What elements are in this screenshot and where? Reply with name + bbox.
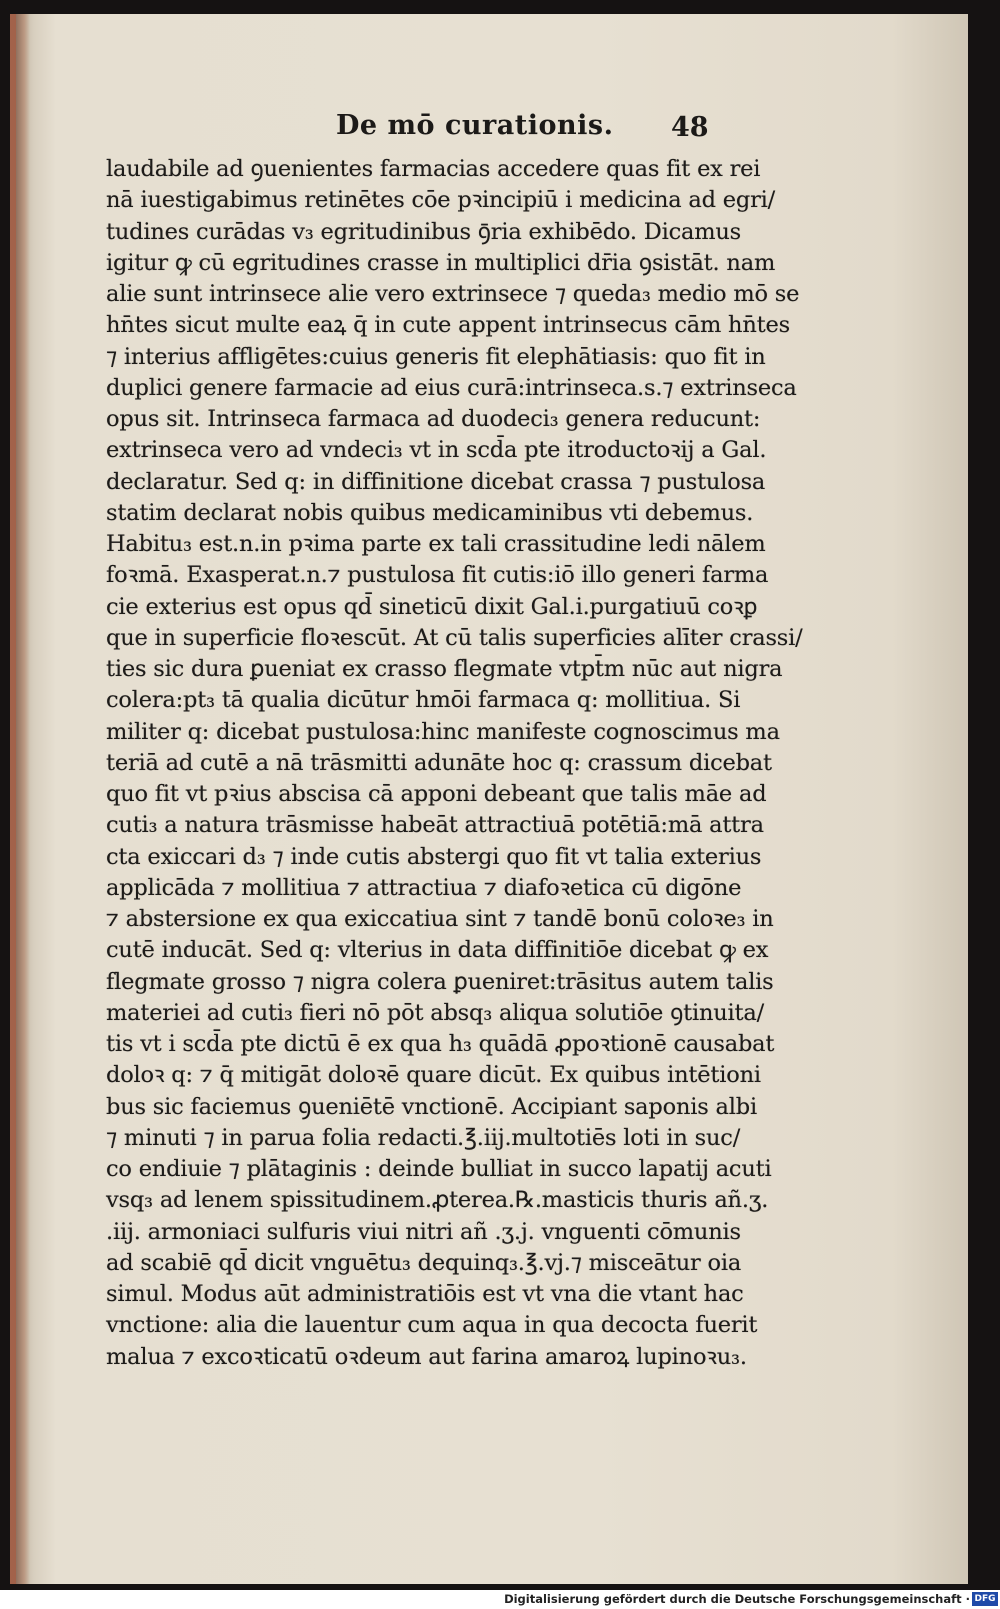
- text-line: igitur ꝙ cū egritudines crasse in multiplici dr̄ia ꝯsistāt. nam: [106, 249, 776, 276]
- text-line: opus sit. Intrinseca farmaca ad duodeci₃ genera reducunt:: [106, 406, 761, 432]
- dfg-logo: DFG: [972, 1592, 998, 1606]
- text-line: vsq₃ ad lenem spissitudinem.ꝓterea.℞.masticis thuris añ.ʒ.: [106, 1187, 769, 1214]
- text-line: ties sic dura ꝑueniat ex crasso flegmate vtpt̄m nūc aut nigra: [106, 656, 783, 682]
- binding-edge: [16, 14, 30, 1584]
- text-line: malua ⁊ excoꝛticatū oꝛdeum aut farina amaroꝝ lupinoꝛu₃.: [106, 1343, 747, 1370]
- text-line: foꝛmā. Exasperat.n.⁊ pustulosa fit cutis:iō illo generi farma: [106, 562, 769, 589]
- text-line: cta exiccari d₃ ⁊ inde cutis abstergi quo fit vt talia exterius: [106, 843, 762, 870]
- text-line: laudabile ad ꝯuenientes farmacias accedere quas fit ex rei: [106, 156, 761, 182]
- text-line: applicāda ⁊ mollitiua ⁊ attractiua ⁊ diafoꝛetica cū digōne: [106, 874, 742, 901]
- running-head: De mō curationis.: [336, 110, 614, 141]
- text-line: alie sunt intrinsece alie vero extrinsece ⁊ queda₃ medio mō se: [106, 281, 800, 307]
- text-line: ⁊ abstersione ex qua exiccatiua sint ⁊ tandē bonū coloꝛe₃ in: [106, 906, 774, 932]
- text-line: ⁊ minuti ⁊ in parua folia redacti.℥.iij.multotiēs loti in suc/: [106, 1124, 741, 1151]
- text-line: colera:pt₃ tā qualia dicūtur hmōi farmaca q: mollitiua. Si: [106, 687, 741, 714]
- text-line: extrinseca vero ad vndeci₃ vt in scd̄a pte itroductoꝛij a Gal.: [106, 437, 767, 464]
- text-line: teriā ad cutē a nā trāsmitti adunāte hoc q: crassum dicebat: [106, 749, 772, 776]
- text-line: Habitu₃ est.n.in pꝛima parte ex tali crassitudine ledi nālem: [106, 531, 766, 557]
- text-line: bus sic faciemus ꝯueniētē vnctionē. Accipiant saponis albi: [106, 1093, 757, 1120]
- text-line: materiei ad cuti₃ fieri nō pōt absq₃ aliqua solutiōe ꝯtinuita/: [106, 999, 764, 1026]
- text-line: simul. Modus aūt administratiōis est vt vna die vtant hac: [106, 1281, 744, 1307]
- text-line: ⁊ interius affligētes:cuius generis fit elephātiasis: quo fit in: [106, 343, 766, 370]
- text-line: hn̄tes sicut multe eaꝝ q̄ in cute appent intrinsecus cām hn̄tes: [106, 312, 790, 339]
- text-line: .iij. armoniaci sulfuris viui nitri añ .ʒ.j. vnguenti cōmunis: [106, 1218, 741, 1245]
- text-line: quo fit vt pꝛius abscisa cā apponi debeant que talis māe ad: [106, 781, 767, 807]
- book-page: [10, 14, 968, 1584]
- page-header: [16, 110, 968, 150]
- text-line: tis vt i scd̄a pte dictū ē ex qua h₃ quādā ꝓpoꝛtionē causabat: [106, 1031, 775, 1057]
- text-line: cie exterius est opus qd̄ sineticū dixit Gal.i.purgatiuū coꝛꝑ: [106, 593, 758, 620]
- text-line: duplici genere farmacie ad eius curā:intrinseca.s.⁊ extrinseca: [106, 374, 797, 401]
- text-line: flegmate grosso ⁊ nigra colera ꝑueniret:trāsitus autem talis: [106, 968, 774, 995]
- text-line: militer q: dicebat pustulosa:hinc manifeste cognoscimus ma: [106, 718, 780, 745]
- body-text: [106, 154, 806, 1373]
- text-line: declaratur. Sed q: in diffinitione dicebat crassa ⁊ pustulosa: [106, 468, 766, 495]
- text-line: tudines curādas v₃ egritudinibus ꝯ̄ria exhibēdo. Dicamus: [106, 218, 741, 245]
- text-line: co endiuie ⁊ plātaginis : deinde bulliat in succo lapatij acuti: [106, 1156, 772, 1182]
- digitization-footer: [0, 1590, 1000, 1609]
- text-line: statim declarat nobis quibus medicaminibus vti debemus.: [106, 499, 754, 526]
- text-line: vnctione: alia die lauentur cum aqua in qua decocta fuerit: [106, 1312, 758, 1339]
- text-line: doloꝛ q: ⁊ q̄ mitigāt doloꝛē quare dicūt. Ex quibus intētioni: [106, 1062, 761, 1089]
- text-line: cutē inducāt. Sed q: vlterius in data diffinitiōe dicebat ꝙ ex: [106, 937, 769, 964]
- text-line: que in superficie floꝛescūt. At cū talis superficies alīter crassi/: [106, 624, 803, 651]
- text-line: ad scabiē qd̄ dicit vnguētu₃ dequinq₃.℥.vj.⁊ misceātur oia: [106, 1249, 742, 1276]
- text-line: cuti₃ a natura trāsmisse habeāt attractiuā potētiā:mā attra: [106, 812, 764, 839]
- text-line: nā iuestigabimus retinētes cōe pꝛincipiū i medicina ad egri/: [106, 187, 776, 214]
- funding-credit: Digitalisierung gefördert durch die Deutsche Forschungsgemeinschaft ·: [504, 1592, 970, 1606]
- folio-number: 48: [671, 112, 709, 143]
